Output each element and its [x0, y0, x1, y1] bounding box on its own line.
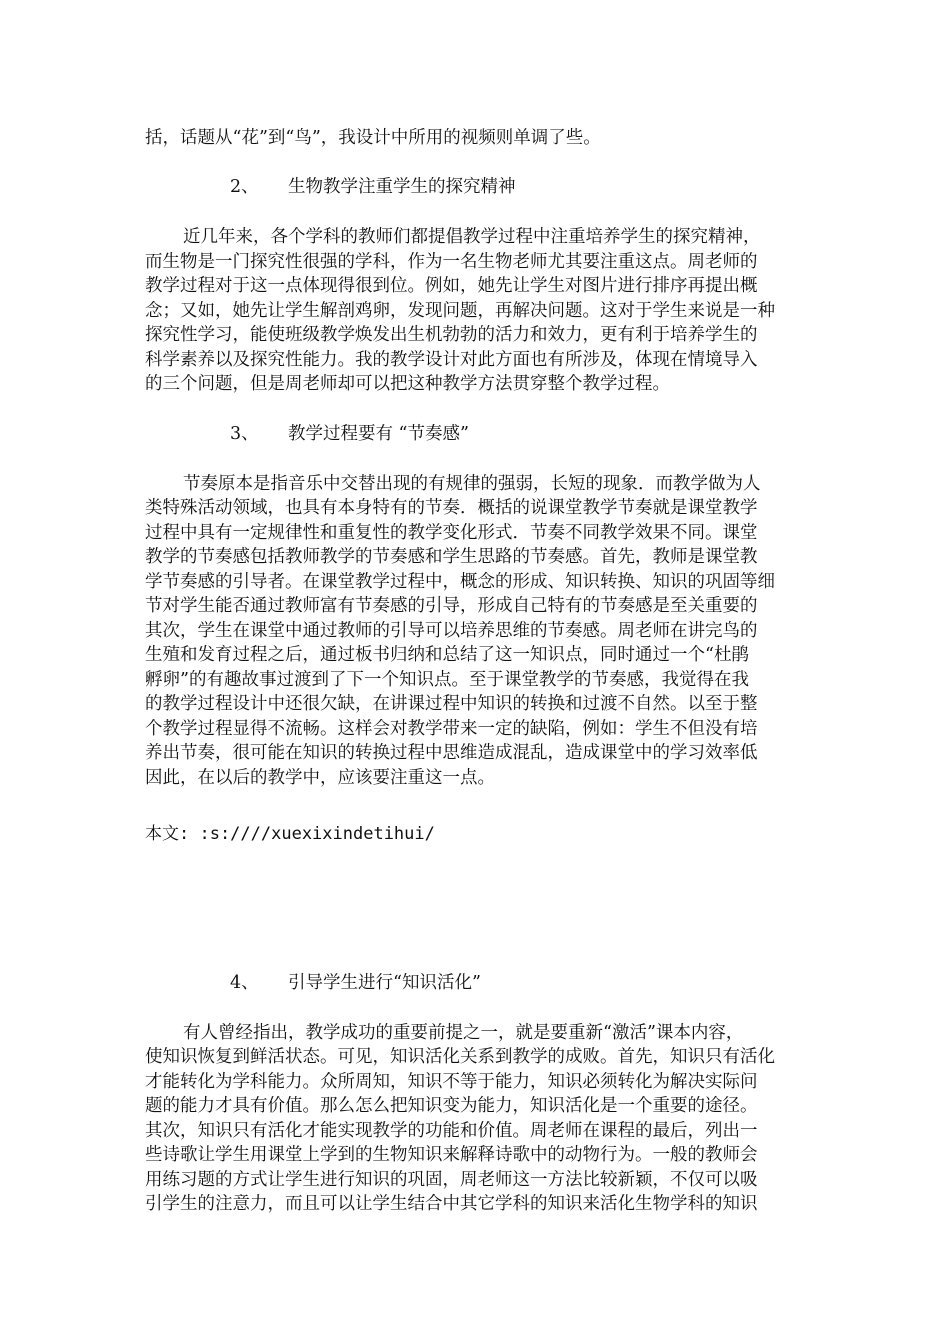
section-3-number: 3、 — [230, 424, 259, 444]
paragraph-line: 引学生的注意力，而且可以让学生结合中其它学科的知识来活化生物学科的知识 — [145, 1194, 758, 1214]
paragraph-line: 才能转化为学科能力。众所周知，知识不等于能力，知识必须转化为解决实际问 — [145, 1072, 758, 1092]
paragraph-line: 科学素养以及探究性能力。我的教学设计对此方面也有所涉及，体现在情境导入 — [145, 350, 758, 370]
paragraph-line: 的教学过程设计中还很欠缺，在讲课过程中知识的转换和过渡不自然。以至于整 — [145, 694, 758, 714]
paragraph-line: 的三个问题，但是周老师却可以把这种教学方法贯穿整个教学过程。 — [145, 374, 670, 394]
paragraph-line: 些诗歌让学生用课堂上学到的生物知识来解释诗歌中的动物行为。一般的教师会 — [145, 1145, 758, 1165]
paragraph-line: 其次，知识只有活化才能实现教学的功能和价值。周老师在课程的最后，列出一 — [145, 1121, 758, 1141]
intro-line: 括，话题从“花”到“鸟”，我设计中所用的视频则单调了些。 — [145, 128, 601, 148]
section-3-title: 教学过程要有 “节奏感” — [288, 424, 469, 444]
section-4-heading — [230, 971, 481, 996]
paragraph-line: 近几年来，各个学科的教师们都提倡教学过程中注重培养学生的探究精神， — [183, 227, 761, 247]
paragraph-line: 使知识恢复到鲜活状态。可见，知识活化关系到教学的成败。首先，知识只有活化 — [145, 1047, 775, 1067]
section-2-number: 2、 — [230, 177, 259, 197]
section-4-number: 4、 — [230, 973, 259, 993]
paragraph-line: 过程中具有一定规律性和重复性的教学变化形式．节奏不同教学效果不同。课堂 — [145, 523, 758, 543]
paragraph-line: 而生物是一门探究性很强的学科，作为一名生物老师尤其要注重这点。周老师的 — [145, 252, 758, 272]
paragraph-line: 节奏原本是指音乐中交替出现的有规律的强弱，长短的现象．而教学做为人 — [183, 474, 761, 494]
paragraph-line: 类特殊活动领域，也具有本身特有的节奏．概括的说课堂教学节奏就是课堂教学 — [145, 498, 758, 518]
paragraph-line: 有人曾经指出，教学成功的重要前提之一，就是要重新“激活”课本内容， — [183, 1023, 744, 1043]
paragraph-line: 探究性学习，能使班级教学焕发出生机勃勃的活力和效力，更有利于培养学生的 — [145, 325, 758, 345]
source-line: 本文: :s:////xuexixindetihui/ — [145, 824, 435, 844]
paragraph-line: 个教学过程显得不流畅。这样会对教学带来一定的缺陷，例如：学生不但没有培 — [145, 719, 758, 739]
paragraph-line: 其次，学生在课堂中通过教师的引导可以培养思维的节奏感。周老师在讲完鸟的 — [145, 621, 758, 641]
paragraph-line: 孵卵”的有趣故事过渡到了下一个知识点。至于课堂教学的节奏感，我觉得在我 — [145, 670, 749, 690]
section-2-heading — [230, 175, 516, 200]
section-4-title: 引导学生进行“知识活化” — [288, 973, 481, 993]
section-3-heading — [230, 422, 469, 447]
paragraph-line: 节对学生能否通过教师富有节奏感的引导，形成自己特有的节奏感是至关重要的 — [145, 596, 758, 616]
paragraph-line: 因此，在以后的教学中，应该要注重这一点。 — [145, 768, 495, 788]
paragraph-line: 用练习题的方式让学生进行知识的巩固，周老师这一方法比较新颖，不仅可以吸 — [145, 1170, 758, 1190]
section-2-title: 生物教学注重学生的探究精神 — [288, 177, 516, 197]
paragraph-line: 教学的节奏感包括教师教学的节奏感和学生思路的节奏感。首先，教师是课堂教 — [145, 547, 758, 567]
paragraph-line: 教学过程对于这一点体现得很到位。例如，她先让学生对图片进行排序再提出概 — [145, 276, 758, 296]
paragraph-line: 生殖和发育过程之后，通过板书归纳和总结了这一知识点，同时通过一个“杜鹃 — [145, 645, 749, 665]
paragraph-line: 念；又如，她先让学生解剖鸡卵，发现问题，再解决问题。这对于学生来说是一种 — [145, 301, 775, 321]
paragraph-line: 学节奏感的引导者。在课堂教学过程中，概念的形成、知识转换、知识的巩固等细 — [145, 572, 775, 592]
paragraph-line: 养出节奏，很可能在知识的转换过程中思维造成混乱，造成课堂中的学习效率低 — [145, 743, 758, 763]
paragraph-line: 题的能力才具有价值。那么怎么把知识变为能力，知识活化是一个重要的途径。 — [145, 1096, 758, 1116]
